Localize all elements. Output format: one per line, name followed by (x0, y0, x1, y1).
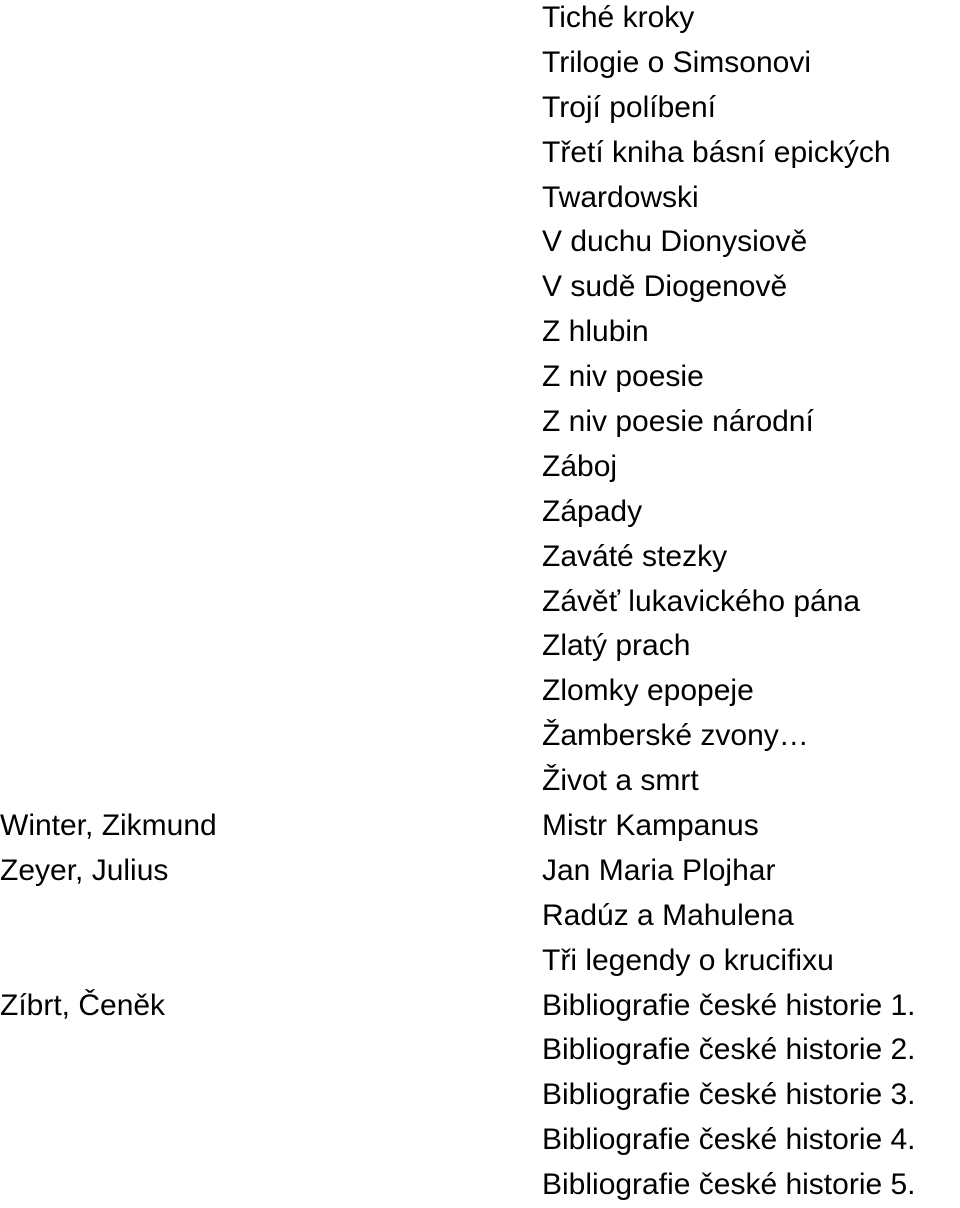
list-row (0, 804, 960, 849)
book-title: Z niv poesie národní (542, 405, 814, 439)
list-row (0, 939, 960, 984)
list-row (0, 759, 960, 804)
book-title: Západy (542, 494, 643, 528)
author-name (0, 535, 542, 580)
author-name (0, 894, 542, 939)
book-title: Třetí kniha básní epických (542, 135, 891, 169)
book-title: Zlatý prach (542, 629, 691, 663)
book-title: Mistr Kampanus (542, 809, 759, 843)
author-name: Zeyer, Julius (0, 853, 169, 887)
list-row (0, 849, 960, 894)
list-row (0, 580, 960, 625)
list-row (0, 176, 960, 221)
book-title: Tiché kroky (542, 1, 695, 34)
list-row (0, 265, 960, 310)
list-row (0, 714, 960, 759)
book-title: Zaváté stezky (542, 539, 728, 573)
book-title: Z niv poesie (542, 360, 704, 394)
list-row (0, 355, 960, 400)
list-row (0, 894, 960, 939)
book-title: Žamberské zvony… (542, 719, 809, 753)
book-title: Jan Maria Plojhar (542, 853, 776, 887)
list-row (0, 669, 960, 714)
author-name (0, 176, 542, 221)
list-row (0, 131, 960, 176)
list-row (0, 86, 960, 131)
book-title: V sudě Diogenově (542, 270, 788, 304)
list-row (0, 400, 960, 445)
author-name (0, 1073, 542, 1118)
book-title: Twardowski (542, 180, 699, 214)
author-name (0, 86, 542, 131)
book-title: Bibliografie české historie 1. (542, 988, 916, 1022)
author-name: Winter, Zikmund (0, 809, 217, 843)
author-name (0, 624, 542, 669)
author-name (0, 490, 542, 535)
author-name (0, 759, 542, 804)
author-name (0, 0, 542, 41)
author-name (0, 714, 542, 759)
book-title: Tři legendy o krucifixu (542, 943, 834, 977)
book-title: Bibliografie české historie 4. (542, 1123, 916, 1157)
author-name (0, 220, 542, 265)
book-title: Bibliografie české historie 2. (542, 1033, 916, 1067)
list-row (0, 445, 960, 490)
list-row (0, 1118, 960, 1163)
list-row (0, 1073, 960, 1118)
author-name (0, 580, 542, 625)
author-name (0, 669, 542, 714)
list-row (0, 490, 960, 535)
book-title: Záboj (542, 449, 618, 483)
author-name (0, 265, 542, 310)
author-name (0, 400, 542, 445)
list-row (0, 310, 960, 355)
list-row (0, 624, 960, 669)
book-title: Zlomky epopeje (542, 674, 754, 708)
book-title: Bibliografie české historie 3. (542, 1078, 916, 1112)
author-name (0, 445, 542, 490)
list-row (0, 984, 960, 1029)
author-name (0, 41, 542, 86)
author-name (0, 939, 542, 984)
book-title: Trilogie o Simsonovi (542, 45, 811, 79)
book-title: Z hlubin (542, 315, 649, 349)
list-row (0, 41, 960, 86)
book-title: Bibliografie české historie 5. (542, 1168, 916, 1202)
book-title: Radúz a Mahulena (542, 898, 794, 932)
list-row (0, 220, 960, 265)
book-title: Závěť lukavického pána (542, 584, 861, 618)
list-row (0, 535, 960, 580)
list-row (0, 1028, 960, 1073)
list-row (0, 0, 960, 41)
author-name: Zíbrt, Čeněk (0, 988, 166, 1022)
author-name (0, 310, 542, 355)
author-name (0, 1118, 542, 1163)
list-row (0, 1163, 960, 1208)
author-name (0, 131, 542, 176)
author-name (0, 355, 542, 400)
author-name (0, 1028, 542, 1073)
author-name (0, 1163, 542, 1208)
book-title: Trojí políbení (542, 90, 716, 124)
book-title: Život a smrt (542, 764, 699, 798)
book-title: V duchu Dionysiově (542, 225, 808, 259)
